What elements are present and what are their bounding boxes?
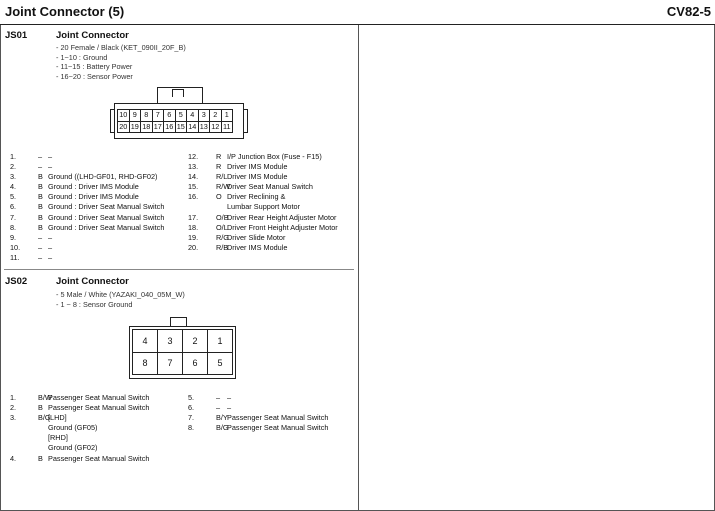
wire-color: –	[38, 162, 43, 172]
wire-color: –	[216, 403, 221, 413]
wire-color: B	[38, 172, 43, 182]
wire-color	[38, 433, 48, 443]
js02-pin-grid	[132, 329, 233, 375]
pin-row	[10, 223, 164, 233]
pin-number: 6.	[10, 202, 17, 212]
pin-cell: 4	[187, 110, 199, 122]
pin-description: Lumbar Support Motor	[227, 202, 301, 212]
pin-row	[188, 233, 338, 243]
pin-row	[10, 253, 164, 263]
pin-cell: 5	[208, 352, 233, 375]
pin-description: Ground : Driver IMS Module	[48, 182, 139, 192]
wire-color: –	[216, 393, 221, 402]
pin-description: Ground : Driver Seat Manual Switch	[48, 222, 165, 232]
pin-description: Passenger Seat Manual Switch	[48, 453, 150, 463]
pin-number	[10, 433, 38, 443]
pin-cell: 3	[198, 110, 210, 122]
pin-description: I/P Junction Box (Fuse - F15)	[227, 152, 322, 161]
js02-specs	[56, 290, 185, 309]
pin-row	[188, 162, 338, 172]
pin-cell: 1	[221, 110, 233, 122]
wire-color: B/Y	[216, 413, 228, 423]
pin-description: –	[227, 403, 232, 413]
js01-connector-notch	[172, 89, 184, 97]
pin-description: –	[48, 232, 53, 242]
js02-pins-right	[188, 393, 328, 433]
column-divider	[358, 25, 359, 511]
wire-color: O/L	[216, 222, 228, 232]
pin-description: –	[48, 152, 53, 161]
pin-row	[188, 223, 338, 233]
pin-cell: 11	[222, 121, 231, 131]
pin-row	[10, 403, 149, 413]
js01-id: JS01	[5, 30, 28, 41]
wire-color: R/L	[216, 172, 228, 182]
pin-number: 5.	[10, 192, 17, 202]
section-divider	[4, 269, 354, 270]
wire-color: B	[38, 403, 43, 413]
pin-description: [LHD]	[48, 413, 67, 423]
pin-row	[188, 393, 328, 403]
pin-number: 4.	[10, 453, 17, 463]
pin-cell: 17	[153, 121, 162, 131]
pin-cell: 8	[141, 110, 153, 122]
pin-number: 13.	[188, 162, 199, 172]
pin-cell: 15	[176, 121, 185, 131]
wire-color: –	[38, 152, 43, 161]
wire-color: B	[38, 212, 43, 222]
pin-number	[188, 202, 216, 212]
pin-row	[10, 172, 164, 182]
pin-number: 15.	[188, 182, 199, 192]
pin-row	[10, 243, 164, 253]
js02-id: JS02	[5, 276, 28, 287]
js01-pins-left	[10, 152, 164, 263]
page-header	[0, 0, 715, 25]
pin-description: Passenger Seat Manual Switch	[48, 393, 150, 402]
pin-cell: 18	[142, 121, 151, 131]
js01-spec-line: - 20 Female / Black (KET_090II_20F_B)	[56, 43, 186, 52]
js01-title: Joint Connector	[56, 30, 129, 41]
wire-color	[216, 202, 227, 212]
wire-color: O/B	[216, 212, 229, 222]
js01-specs	[56, 43, 186, 82]
pin-row	[10, 152, 164, 162]
pin-description: –	[48, 252, 53, 262]
pin-description: Ground : Driver Seat Manual Switch	[48, 212, 165, 222]
js01-connector-latch-left	[110, 109, 115, 133]
js02-spec-line: - 5 Male / White (YAZAKI_040_05M_W)	[56, 290, 185, 299]
pin-cell: 1	[208, 330, 233, 353]
pin-row	[188, 152, 338, 162]
wire-color: R/W	[216, 182, 231, 192]
pin-row	[188, 243, 338, 253]
pin-number: 6.	[188, 403, 195, 413]
pin-description: Ground ((LHD-GF01, RHD-GF02)	[48, 172, 158, 182]
wire-color: –	[38, 242, 43, 252]
pin-row	[10, 413, 149, 423]
pin-description: Passenger Seat Manual Switch	[227, 423, 329, 433]
wire-color: B	[38, 192, 43, 202]
pin-cell: 20	[119, 121, 128, 131]
pin-number: 1.	[10, 152, 17, 161]
wire-color: B	[38, 182, 43, 192]
pin-cell: 12	[211, 121, 220, 131]
wire-color: R	[216, 152, 222, 161]
pin-cell: 7	[158, 352, 183, 375]
pin-cell: 14	[188, 121, 197, 131]
pin-cell: 4	[133, 330, 158, 353]
pin-cell: 13	[199, 121, 208, 131]
pin-row	[10, 202, 164, 212]
page-code: CV82-5	[666, 4, 711, 19]
pin-row	[188, 423, 328, 433]
pin-number: 18.	[188, 222, 199, 232]
pin-row	[10, 423, 149, 433]
pin-number: 17.	[188, 212, 199, 222]
js02-title: Joint Connector	[56, 276, 129, 287]
wire-color: R/G	[216, 232, 229, 242]
pin-cell: 16	[165, 121, 174, 131]
pin-description: Ground (GF02)	[48, 443, 98, 453]
wire-color	[38, 423, 48, 433]
pin-row	[10, 192, 164, 202]
pin-number: 1.	[10, 393, 17, 402]
pin-cell: 2	[183, 330, 208, 353]
js02-pins-left	[10, 393, 149, 464]
js01-connector-latch-right	[243, 109, 248, 133]
pin-row	[10, 182, 164, 192]
pin-row	[10, 454, 149, 464]
pin-description: Driver Seat Manual Switch	[227, 182, 313, 192]
pin-number: 12.	[188, 152, 199, 161]
pin-row	[188, 182, 338, 192]
pin-number: 5.	[188, 393, 195, 402]
pin-row	[10, 213, 164, 223]
wire-color: B	[38, 453, 43, 463]
pin-cell: 8	[133, 352, 158, 375]
wire-color	[38, 443, 48, 453]
js02-spec-line: - 1 ~ 8 : Sensor Ground	[56, 299, 133, 309]
pin-description: Passenger Seat Manual Switch	[227, 413, 329, 423]
pin-number: 8.	[188, 423, 195, 433]
wire-color: B	[38, 202, 43, 212]
pin-number: 2.	[10, 403, 17, 413]
pin-description: Passenger Seat Manual Switch	[48, 403, 150, 413]
pin-row	[188, 202, 338, 212]
pin-description: Driver IMS Module	[227, 242, 288, 252]
wire-color: B	[38, 222, 43, 232]
pin-number: 7.	[10, 212, 17, 222]
pin-number: 8.	[10, 222, 17, 232]
pin-row	[188, 172, 338, 182]
pin-cell: 3	[158, 330, 183, 353]
pin-row	[188, 192, 338, 202]
pin-description: Driver Rear Height Adjuster Motor	[227, 212, 337, 222]
pin-number: 14.	[188, 172, 199, 182]
pin-number: 20.	[188, 242, 199, 252]
pin-row	[10, 433, 149, 443]
pin-number: 3.	[10, 172, 17, 182]
pin-number: 9.	[10, 232, 17, 242]
js01-spec-line: - 1~10 : Ground	[56, 52, 108, 62]
pin-number: 10.	[10, 242, 21, 252]
pin-description: Driver Slide Motor	[227, 232, 286, 242]
pin-number: 2.	[10, 162, 17, 172]
wire-color: R/B	[216, 242, 229, 252]
wire-color: –	[38, 232, 43, 242]
pin-description: Driver IMS Module	[227, 172, 288, 182]
pin-number: 7.	[188, 413, 195, 423]
pin-description: –	[48, 242, 53, 252]
js01-spec-line: - 16~20 : Sensor Power	[56, 72, 133, 82]
pin-number: 4.	[10, 182, 17, 192]
js01-pin-grid	[117, 109, 233, 133]
pin-number	[10, 423, 38, 433]
wire-color: R	[216, 162, 222, 172]
pin-row	[188, 413, 328, 423]
pin-description: [RHD]	[48, 433, 68, 443]
js01-pins-right	[188, 152, 338, 253]
pin-row	[10, 162, 164, 172]
pin-cell: 6	[183, 352, 208, 375]
pin-description: Ground (GF05)	[48, 423, 98, 433]
pin-row	[188, 403, 328, 413]
wire-color: –	[38, 252, 43, 262]
js01-spec-line: - 11~15 : Battery Power	[56, 62, 133, 72]
pin-row	[10, 233, 164, 243]
wire-color: B/W	[38, 393, 52, 402]
pin-description: Driver IMS Module	[227, 162, 288, 172]
pin-cell: 7	[152, 110, 164, 122]
pin-row	[188, 213, 338, 223]
wire-color: B/G	[216, 423, 229, 433]
pin-row	[10, 393, 149, 403]
pin-description: Driver Front Height Adjuster Motor	[227, 222, 338, 232]
pin-description: Ground : Driver Seat Manual Switch	[48, 202, 165, 212]
pin-cell: 5	[175, 110, 187, 122]
pin-number: 3.	[10, 413, 17, 423]
pin-number: 19.	[188, 232, 199, 242]
pin-description: Driver Reclining &	[227, 192, 286, 202]
pin-cell: 9	[129, 110, 141, 122]
pin-cell: 10	[119, 110, 128, 120]
page-title: Joint Connector (5)	[5, 4, 125, 19]
pin-row	[10, 443, 149, 453]
pin-number	[10, 443, 38, 453]
pin-description: Ground : Driver IMS Module	[48, 192, 139, 202]
pin-description: –	[227, 393, 232, 402]
pin-description: –	[48, 162, 53, 172]
pin-cell: 6	[164, 110, 176, 122]
wire-color: O	[216, 192, 222, 202]
pin-number: 11.	[10, 252, 20, 262]
pin-number: 16.	[188, 192, 199, 202]
pin-cell: 2	[210, 110, 222, 122]
pin-cell: 19	[130, 121, 139, 131]
wire-color: B/G	[38, 413, 51, 423]
